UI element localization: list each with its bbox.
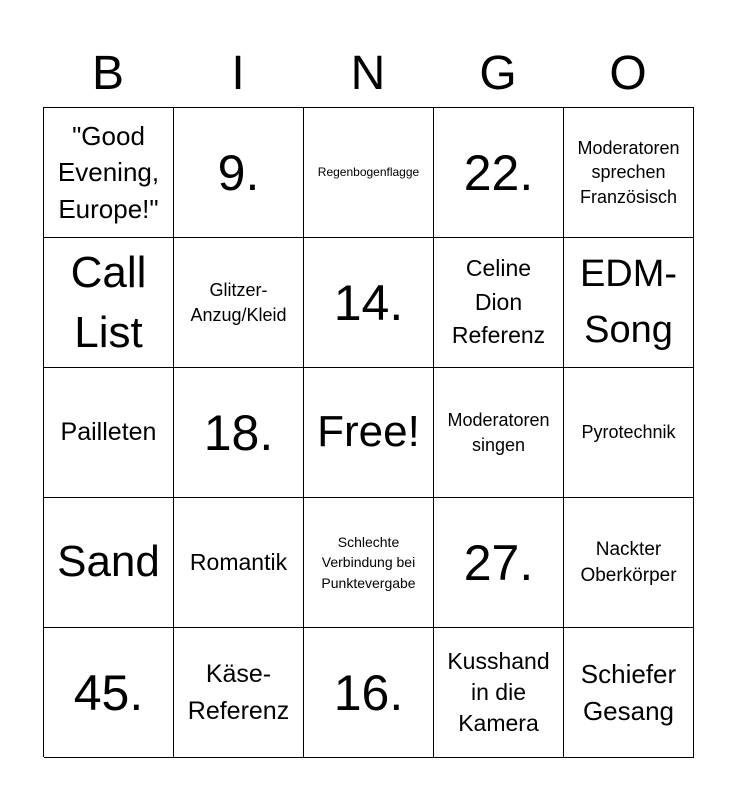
bingo-cell[interactable]: Käse- Referenz (174, 628, 304, 758)
bingo-cell[interactable]: Celine Dion Referenz (434, 238, 564, 368)
bingo-cell[interactable]: 14. (304, 238, 434, 368)
bingo-cell[interactable]: 16. (304, 628, 434, 758)
bingo-cell[interactable]: Pyrotechnik (564, 368, 694, 498)
bingo-cell[interactable]: Nackter Oberkörper (564, 498, 694, 628)
bingo-cell[interactable]: Call List (44, 238, 174, 368)
bingo-cell[interactable]: "Good Evening, Europe!" (44, 108, 174, 238)
bingo-cell[interactable]: 9. (174, 108, 304, 238)
bingo-cell[interactable]: Kusshand in die Kamera (434, 628, 564, 758)
bingo-cell[interactable]: Schiefer Gesang (564, 628, 694, 758)
header-letter-o: O (609, 47, 647, 100)
header-letter-n: N (350, 47, 386, 100)
header-letter-b: B (91, 47, 124, 100)
bingo-card-grid (43, 107, 694, 757)
bingo-cell[interactable]: Moderatoren singen (434, 368, 564, 498)
bingo-cell-free[interactable]: Free! (304, 368, 434, 498)
bingo-cell[interactable]: 18. (174, 368, 304, 498)
bingo-cell[interactable]: Schlechte Verbindung bei Punktevergabe (304, 498, 434, 628)
bingo-cell[interactable]: 27. (434, 498, 564, 628)
bingo-header (43, 40, 693, 108)
bingo-cell[interactable]: 45. (44, 628, 174, 758)
bingo-cell[interactable]: Glitzer- Anzug/Kleid (174, 238, 304, 368)
header-letter-i: I (231, 47, 245, 100)
bingo-cell[interactable]: 22. (434, 108, 564, 238)
bingo-cell[interactable]: Moderatoren sprechen Französisch (564, 108, 694, 238)
bingo-cell[interactable]: Sand (44, 498, 174, 628)
header-letter-g: G (479, 47, 517, 100)
bingo-cell[interactable]: Romantik (174, 498, 304, 628)
bingo-cell[interactable]: Regenbogenflagge (304, 108, 434, 238)
bingo-cell[interactable]: Pailleten (44, 368, 174, 498)
bingo-cell[interactable]: EDM- Song (564, 238, 694, 368)
